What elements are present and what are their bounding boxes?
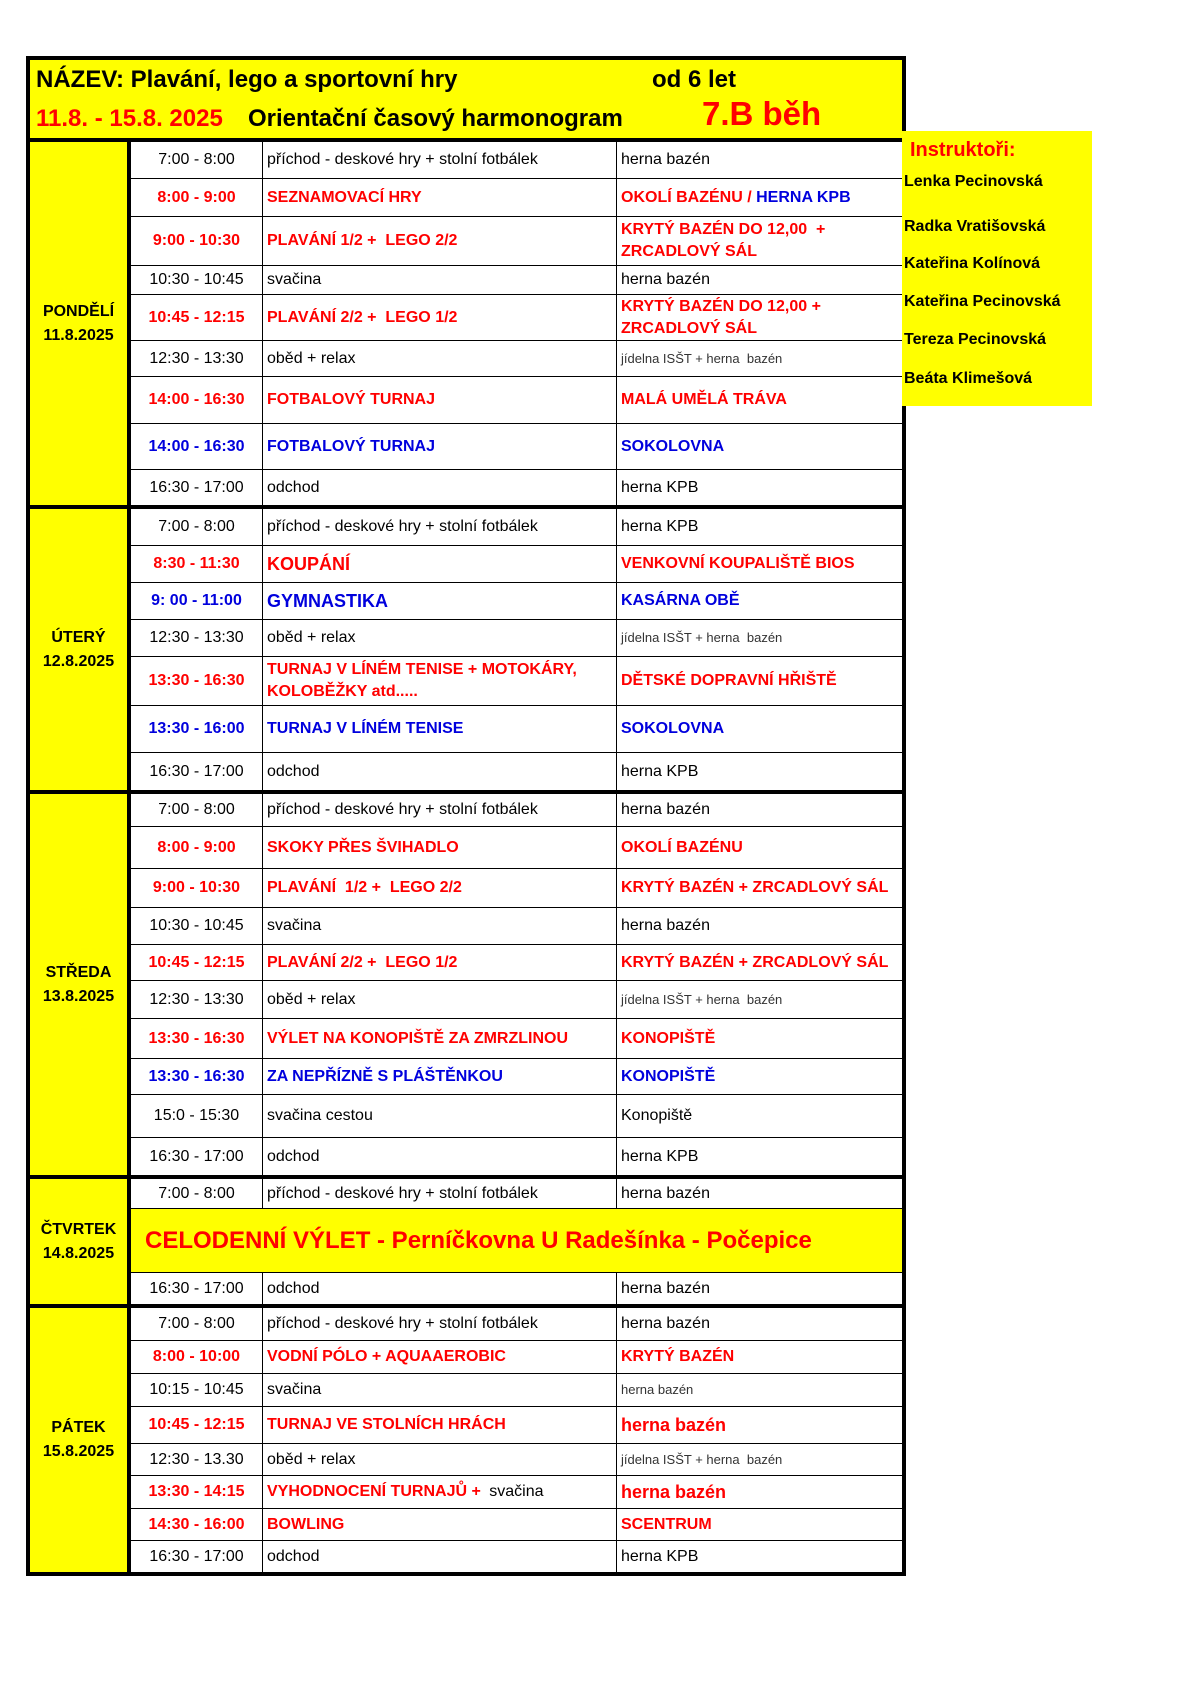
place-cell <box>617 1541 902 1572</box>
time-cell: 8:00 - 9:00 <box>131 827 263 868</box>
activity-cell <box>263 583 617 619</box>
schedule-row <box>131 583 902 620</box>
place-cell <box>617 1138 902 1175</box>
time-cell: 9:00 - 10:30 <box>131 869 263 907</box>
activity-text: oběd + relax <box>267 1450 356 1468</box>
place-cell <box>617 546 902 582</box>
time-cell: 8:30 - 11:30 <box>131 546 263 582</box>
time-cell: 7:00 - 8:00 <box>131 1308 263 1340</box>
place-text: herna KPB <box>621 1147 699 1165</box>
schedule-header <box>30 60 902 142</box>
activity-text: BOWLING <box>267 1515 345 1533</box>
full-day-trip-banner: CELODENNÍ VÝLET - Perníčkovna U Radešínka - Počepice <box>131 1209 902 1273</box>
activity-cell <box>263 1374 617 1406</box>
day-date: 12.8.2025 <box>42 652 115 670</box>
place-text: herna bazén <box>621 1315 710 1333</box>
activity-cell <box>263 869 617 907</box>
activity-cell <box>263 1095 617 1137</box>
place-text: herna KPB <box>621 518 699 536</box>
time-cell: 10:45 - 12:15 <box>131 945 263 980</box>
day-section <box>30 794 902 1179</box>
activity-cell <box>263 1059 617 1094</box>
activity-text: příchod - deskové hry + stolní fotbálek <box>267 1184 538 1202</box>
instructor-name: Beáta Klimešová <box>904 370 1033 387</box>
place-cell <box>617 981 902 1018</box>
day-date: 15.8.2025 <box>42 1443 115 1460</box>
place-cell <box>617 657 902 705</box>
place-text: herna bazén <box>621 151 710 169</box>
schedule-row <box>131 1059 902 1095</box>
place-text: KRYTÝ BAZÉN DO 12,00 + ZRCADLOVÝ SÁL <box>621 221 830 260</box>
activity-text: odchod <box>267 1547 320 1565</box>
activity-text: oběd + relax <box>267 349 356 367</box>
time-cell: 7:00 - 8:00 <box>131 1179 263 1208</box>
day-rows <box>131 1308 902 1572</box>
activity-text: FOTBALOVÝ TURNAJ <box>267 437 435 455</box>
activity-text: TURNAJ V LÍNÉM TENISE + MOTOKÁRY, KOLOBĚŽKY atd..... <box>267 661 582 700</box>
time-cell: 10:30 - 10:45 <box>131 908 263 944</box>
place-cell <box>617 1273 902 1304</box>
activity-cell <box>263 1019 617 1058</box>
place-cell <box>617 1476 902 1508</box>
place-text: KRYTÝ BAZÉN DO 12,00 + ZRCADLOVÝ SÁL <box>621 297 826 337</box>
place-cell <box>617 1179 902 1208</box>
time-cell: 12:30 - 13.30 <box>131 1444 263 1475</box>
schedule-row <box>131 1374 902 1407</box>
time-cell: 8:00 - 10:00 <box>131 1341 263 1373</box>
instructor-name: Radka Vratišovská <box>904 218 1046 235</box>
activity-text: VYHODNOCENÍ TURNAJŮ + <box>267 1483 486 1501</box>
schedule-row <box>131 217 902 266</box>
activity-text: příchod - deskové hry + stolní fotbálek <box>267 801 538 819</box>
activity-text: svačina <box>267 271 322 289</box>
day-label <box>30 142 131 505</box>
activity-text: PLAVÁNÍ 1/2 + LEGO 2/2 <box>267 879 462 897</box>
activity-cell <box>263 1273 617 1304</box>
course-dates: 11.8. - 15.8. 2025 <box>36 105 223 132</box>
time-cell: 10:45 - 12:15 <box>131 295 263 340</box>
activity-cell <box>263 620 617 656</box>
day-name: PONDĚLÍ <box>42 302 115 320</box>
activity-cell <box>263 142 617 178</box>
activity-text: oběd + relax <box>267 629 356 647</box>
activity-cell <box>263 509 617 545</box>
activity-text: svačina <box>267 1381 322 1399</box>
activity-text: odchod <box>267 762 320 780</box>
schedule-row <box>131 1541 902 1572</box>
day-label <box>30 509 131 790</box>
time-cell: 9: 00 - 11:00 <box>131 583 263 619</box>
place-text: OKOLÍ BAZÉNU / <box>621 188 757 206</box>
place-text: herna bazén <box>621 271 710 289</box>
time-cell: 12:30 - 13:30 <box>131 981 263 1018</box>
day-sections <box>30 142 902 1572</box>
time-cell: 7:00 - 8:00 <box>131 142 263 178</box>
place-cell <box>617 341 902 376</box>
day-date: 13.8.2025 <box>42 987 115 1005</box>
activity-cell <box>263 424 617 469</box>
activity-cell <box>263 546 617 582</box>
activity-cell <box>263 1476 617 1508</box>
time-cell: 14:00 - 16:30 <box>131 377 263 423</box>
schedule-row <box>131 620 902 657</box>
activity-cell <box>263 295 617 340</box>
activity-cell <box>263 1138 617 1175</box>
activity-cell <box>263 753 617 790</box>
time-cell: 12:30 - 13:30 <box>131 620 263 656</box>
time-cell: 16:30 - 17:00 <box>131 1541 263 1572</box>
day-rows <box>131 509 902 790</box>
activity-text-extra: svačina <box>489 1483 544 1501</box>
instructor-name: Lenka Pecinovská <box>904 173 1043 190</box>
schedule-row <box>131 753 902 790</box>
place-cell <box>617 509 902 545</box>
schedule-row <box>131 657 902 706</box>
day-name: ÚTERÝ <box>51 628 106 646</box>
day-date: 14.8.2025 <box>42 1244 115 1262</box>
place-text: KASÁRNA OBĚ <box>621 592 740 610</box>
schedule-row <box>131 295 902 341</box>
course-name: NÁZEV: Plavání, lego a sportovní hry <box>36 66 458 93</box>
schedule-row <box>131 1509 902 1541</box>
schedule-row <box>131 179 902 217</box>
time-cell: 7:00 - 8:00 <box>131 794 263 826</box>
schedule-row <box>131 142 902 179</box>
place-text: KRYTÝ BAZÉN + ZRCADLOVÝ SÁL <box>621 879 889 897</box>
activity-text: GYMNASTIKA <box>267 590 388 611</box>
place-text: herna bazén <box>621 1279 710 1297</box>
place-cell <box>617 794 902 826</box>
schedule-row <box>131 945 902 981</box>
schedule-row <box>131 509 902 546</box>
schedule-row <box>131 470 902 505</box>
place-text: herna bazén <box>621 1414 727 1435</box>
place-cell <box>617 424 902 469</box>
age-info: od 6 let <box>652 66 737 93</box>
time-cell: 10:15 - 10:45 <box>131 1374 263 1406</box>
day-rows <box>131 794 902 1175</box>
schedule-row <box>131 794 902 827</box>
place-text: KONOPIŠTĚ <box>621 1029 716 1047</box>
place-text: jídelna ISŠT + herna bazén <box>621 350 783 366</box>
day-label <box>30 1308 131 1572</box>
place-text: KONOPIŠTĚ <box>621 1067 716 1085</box>
place-text: Konopiště <box>621 1107 693 1125</box>
place-cell <box>617 583 902 619</box>
place-cell <box>617 1444 902 1475</box>
schedule-row <box>131 1179 902 1209</box>
schedule-row <box>131 908 902 945</box>
day-section <box>30 509 902 794</box>
activity-cell <box>263 981 617 1018</box>
place-cell <box>617 179 902 216</box>
activity-text: odchod <box>267 478 320 496</box>
activity-cell <box>263 217 617 265</box>
place-text: VENKOVNÍ KOUPALIŠTĚ BIOS <box>621 555 855 573</box>
group-label: 7.B běh <box>702 95 822 132</box>
place-text: jídelna ISŠT + herna bazén <box>621 991 783 1007</box>
place-cell <box>617 1308 902 1340</box>
place-cell <box>617 1019 902 1058</box>
schedule-row <box>131 869 902 908</box>
day-section <box>30 1179 902 1308</box>
time-cell: 16:30 - 17:00 <box>131 1273 263 1304</box>
schedule-row <box>131 377 902 424</box>
activity-cell <box>263 377 617 423</box>
activity-text: svačina cestou <box>267 1107 373 1125</box>
place-cell <box>617 266 902 294</box>
place-text: jídelna ISŠT + herna bazén <box>621 1451 783 1467</box>
time-cell: 14:30 - 16:00 <box>131 1509 263 1540</box>
activity-text: odchod <box>267 1279 320 1297</box>
schedule-row <box>131 1273 902 1304</box>
day-name: ČTVRTEK <box>40 1220 117 1238</box>
schedule-row <box>131 706 902 753</box>
activity-text: odchod <box>267 1147 320 1165</box>
place-text-extra: HERNA KPB <box>756 188 851 206</box>
place-cell <box>617 1095 902 1137</box>
schedule-row <box>131 1095 902 1138</box>
activity-text: VÝLET NA KONOPIŠTĚ ZA ZMRZLINOU <box>267 1029 569 1047</box>
schedule-row <box>131 981 902 1019</box>
schedule-row <box>131 1341 902 1374</box>
place-text: herna bazén <box>621 801 710 819</box>
instructor-name: Kateřina Kolínová <box>904 255 1041 272</box>
time-cell: 16:30 - 17:00 <box>131 753 263 790</box>
day-rows <box>131 142 902 505</box>
activity-text: příchod - deskové hry + stolní fotbálek <box>267 518 538 536</box>
day-rows <box>131 1179 902 1304</box>
activity-cell <box>263 1308 617 1340</box>
place-text: herna KPB <box>621 1547 699 1565</box>
place-text: SCENTRUM <box>621 1515 712 1533</box>
place-cell <box>617 1374 902 1406</box>
time-cell: 10:30 - 10:45 <box>131 266 263 294</box>
schedule-row <box>131 266 902 295</box>
place-text: jídelna ISŠT + herna bazén <box>621 630 783 646</box>
time-cell: 15:0 - 15:30 <box>131 1095 263 1137</box>
activity-cell <box>263 266 617 294</box>
activity-cell <box>263 179 617 216</box>
activity-text: VODNÍ PÓLO + AQUAAEROBIC <box>267 1348 506 1366</box>
activity-text: ZA NEPŘÍZNĚ S PLÁŠTĚNKOU <box>267 1067 503 1085</box>
place-cell <box>617 1407 902 1443</box>
time-cell: 8:00 - 9:00 <box>131 179 263 216</box>
day-section <box>30 142 902 509</box>
place-text: herna bazén <box>621 1382 694 1398</box>
place-text: herna bazén <box>621 1184 710 1202</box>
day-name: STŘEDA <box>45 963 112 981</box>
time-cell: 7:00 - 8:00 <box>131 509 263 545</box>
activity-text: PLAVÁNÍ 2/2 + LEGO 1/2 <box>267 308 458 326</box>
schedule-row <box>131 1308 902 1341</box>
day-name: PÁTEK <box>51 1419 106 1436</box>
place-text: SOKOLOVNA <box>621 437 725 455</box>
activity-cell <box>263 341 617 376</box>
activity-text: příchod - deskové hry + stolní fotbálek <box>267 1315 538 1333</box>
time-cell: 13:30 - 14:15 <box>131 1476 263 1508</box>
place-text: herna KPB <box>621 762 699 780</box>
place-cell <box>617 1059 902 1094</box>
place-text: herna bazén <box>621 917 710 935</box>
place-text: OKOLÍ BAZÉNU <box>621 838 743 856</box>
activity-cell <box>263 908 617 944</box>
place-cell <box>617 945 902 980</box>
place-cell <box>617 908 902 944</box>
activity-cell <box>263 1179 617 1208</box>
time-cell: 16:30 - 17:00 <box>131 470 263 505</box>
harmonogram-title: Orientační časový harmonogram <box>248 105 623 132</box>
instructors-title: Instruktoři: <box>910 139 1016 161</box>
activity-text: PLAVÁNÍ 1/2 + LEGO 2/2 <box>267 232 458 250</box>
place-text: KRYTÝ BAZÉN <box>621 1348 735 1366</box>
activity-text: příchod - deskové hry + stolní fotbálek <box>267 151 538 169</box>
time-cell: 13:30 - 16:30 <box>131 657 263 705</box>
place-cell <box>617 377 902 423</box>
day-label <box>30 1179 131 1304</box>
time-cell: 14:00 - 16:30 <box>131 424 263 469</box>
time-cell: 13:30 - 16:30 <box>131 1019 263 1058</box>
place-text: herna KPB <box>621 478 699 496</box>
place-cell <box>617 1509 902 1540</box>
schedule-row <box>131 1019 902 1059</box>
schedule-row <box>131 424 902 470</box>
place-cell <box>617 869 902 907</box>
time-cell: 16:30 - 17:00 <box>131 1138 263 1175</box>
schedule-row <box>131 1444 902 1476</box>
activity-text: svačina <box>267 917 322 935</box>
activity-cell <box>263 1444 617 1475</box>
day-date: 11.8.2025 <box>43 326 114 344</box>
instructor-name: Kateřina Pecinovská <box>904 293 1061 310</box>
schedule-row <box>131 1407 902 1444</box>
activity-cell <box>263 1407 617 1443</box>
activity-cell <box>263 1509 617 1540</box>
activity-cell <box>263 706 617 752</box>
schedule-row <box>131 1138 902 1175</box>
place-cell <box>617 620 902 656</box>
instructors-panel <box>902 131 1092 406</box>
activity-text: FOTBALOVÝ TURNAJ <box>267 391 435 409</box>
time-cell: 10:45 - 12:15 <box>131 1407 263 1443</box>
place-text: herna bazén <box>621 1481 727 1502</box>
activity-cell <box>263 827 617 868</box>
activity-cell <box>263 470 617 505</box>
place-cell <box>617 1341 902 1373</box>
place-text: DĚTSKÉ DOPRAVNÍ HŘIŠTĚ <box>621 672 837 690</box>
activity-cell <box>263 1541 617 1572</box>
instructor-name: Tereza Pecinovská <box>904 331 1047 348</box>
activity-text: PLAVÁNÍ 2/2 + LEGO 1/2 <box>267 953 458 971</box>
place-cell <box>617 753 902 790</box>
activity-text: TURNAJ V LÍNÉM TENISE <box>267 720 464 738</box>
activity-text: SEZNAMOVACÍ HRY <box>267 188 422 206</box>
time-cell: 12:30 - 13:30 <box>131 341 263 376</box>
activity-cell <box>263 657 617 705</box>
day-section <box>30 1308 902 1572</box>
place-cell <box>617 142 902 178</box>
activity-cell <box>263 1341 617 1373</box>
place-text: KRYTÝ BAZÉN + ZRCADLOVÝ SÁL <box>621 953 889 971</box>
place-text: SOKOLOVNA <box>621 720 725 738</box>
place-cell <box>617 217 902 265</box>
place-cell <box>617 706 902 752</box>
schedule-table <box>26 56 906 1576</box>
time-cell: 13:30 - 16:30 <box>131 1059 263 1094</box>
day-label <box>30 794 131 1175</box>
schedule-row <box>131 546 902 583</box>
time-cell: 9:00 - 10:30 <box>131 217 263 265</box>
schedule-row <box>131 341 902 377</box>
place-cell <box>617 827 902 868</box>
activity-cell <box>263 945 617 980</box>
schedule-row <box>131 827 902 869</box>
place-cell <box>617 295 902 340</box>
activity-text: TURNAJ VE STOLNÍCH HRÁCH <box>267 1416 506 1434</box>
activity-text: oběd + relax <box>267 990 356 1008</box>
activity-text: KOUPÁNÍ <box>267 553 351 574</box>
activity-text: SKOKY PŘES ŠVIHADLO <box>267 838 459 856</box>
schedule-row <box>131 1476 902 1509</box>
time-cell: 13:30 - 16:00 <box>131 706 263 752</box>
place-cell <box>617 470 902 505</box>
place-text: MALÁ UMĚLÁ TRÁVA <box>621 391 787 409</box>
activity-cell <box>263 794 617 826</box>
